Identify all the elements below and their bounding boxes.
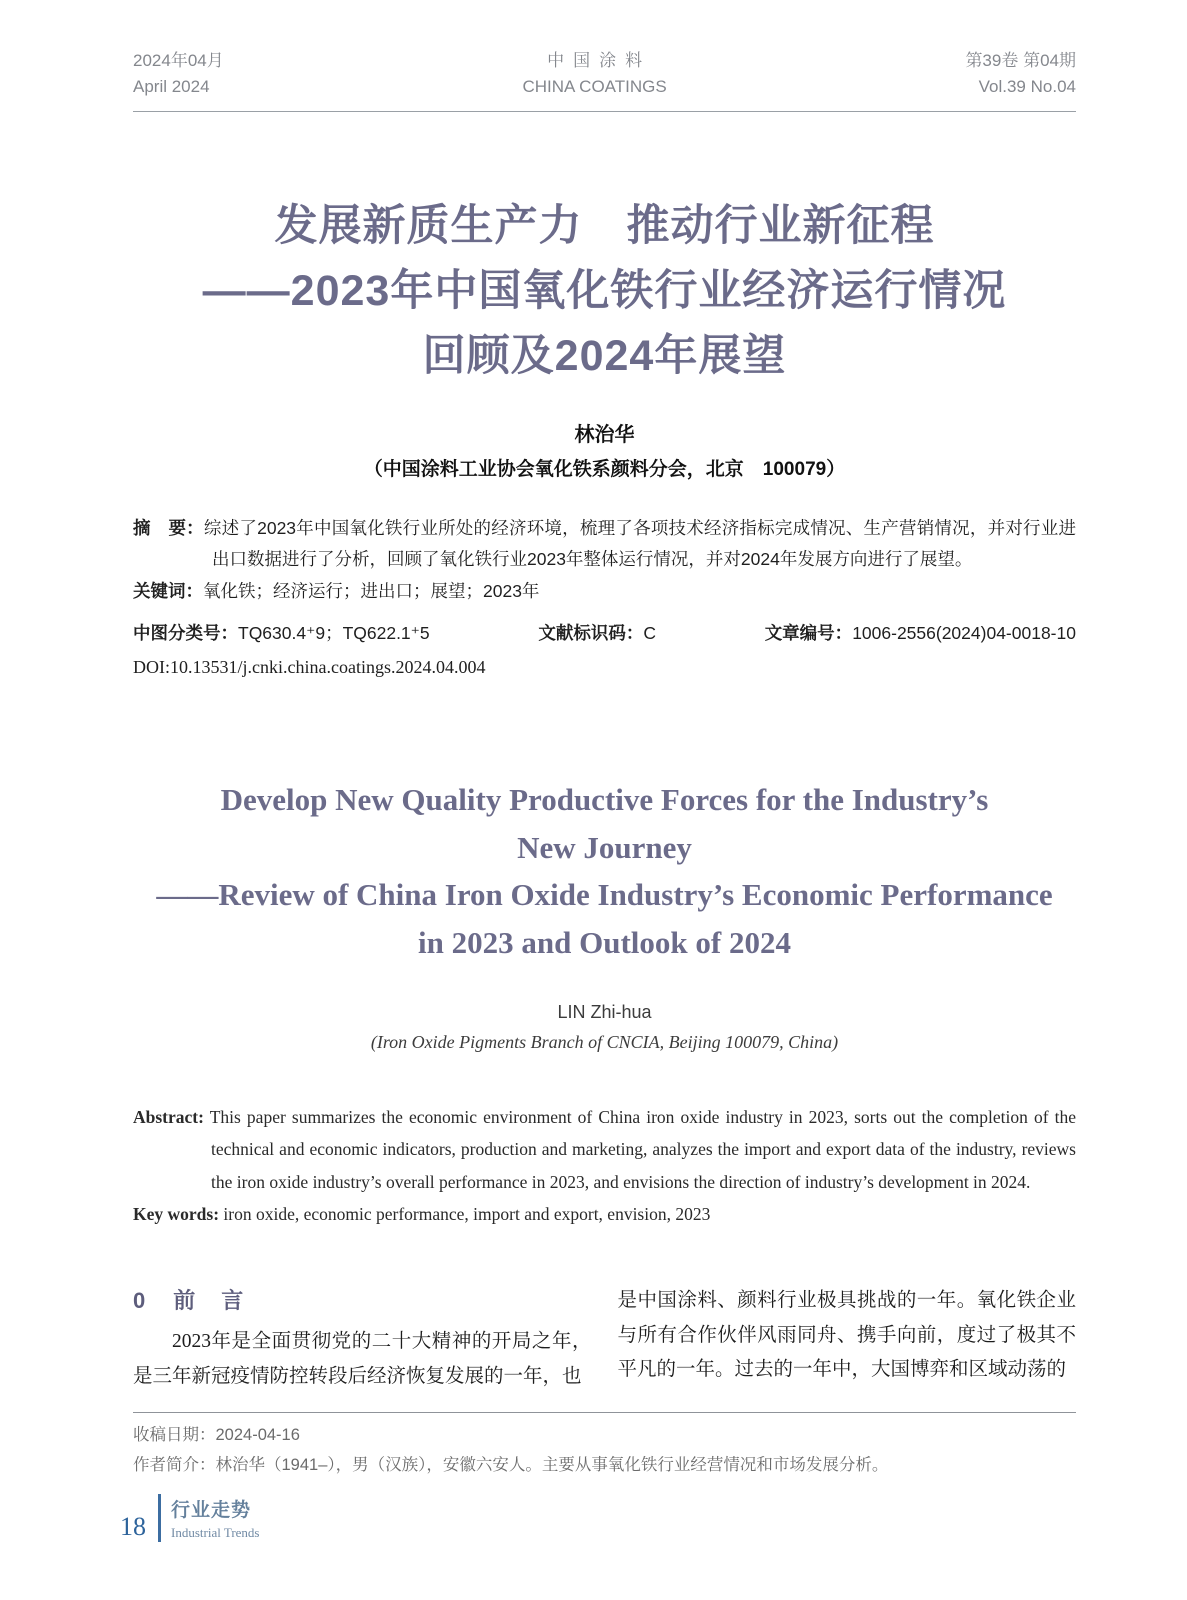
section-number: 0 (133, 1288, 148, 1313)
title-en-line4: in 2023 and Outlook of 2024 (418, 924, 791, 960)
keywords-text-en: iron oxide, economic performance, import and export, envision, 2023 (223, 1204, 711, 1225)
section-heading (133, 1284, 592, 1315)
header-issue (965, 48, 1076, 101)
author-name-cn: 林治华 (574, 423, 635, 446)
intro-column-left (133, 1284, 592, 1394)
keywords-cn (133, 576, 1076, 608)
title-cn-line2: ——2023年中国氧化铁行业经济运行情况 (202, 267, 1007, 316)
meta-row (133, 620, 1076, 645)
journal-name-en: CHINA COATINGS (522, 77, 667, 97)
received-date-value: 2024-04-16 (215, 1426, 300, 1444)
article-id-value: 1006-2556(2024)04-0018-10 (852, 623, 1076, 644)
abstract-label-cn: 摘 要： (133, 517, 204, 538)
title-en-line3: ——Review of China Iron Oxide Industry’s Economic Performance (156, 877, 1053, 913)
header-date-en: April 2024 (133, 77, 210, 97)
header-issue-cn: 第39卷 第04期 (965, 51, 1076, 70)
intro-columns (133, 1284, 1076, 1394)
abstract-block-cn (133, 513, 1076, 608)
footer-column-name (171, 1494, 259, 1542)
clc-number (133, 620, 430, 645)
header-date (133, 48, 224, 101)
footer-divider-bar (158, 1494, 161, 1542)
header-issue-en: Vol.39 No.04 (978, 77, 1076, 97)
author-affiliation-en: (Iron Oxide Pigments Branch of CNCIA, Beijing 100079, China) (370, 1031, 839, 1052)
author-affiliation-cn: （中国涂料工业协会氧化铁系颜料分会，北京 100079） (363, 458, 846, 480)
received-date-label: 收稿日期： (133, 1426, 216, 1444)
document-code (538, 620, 656, 645)
document-code-value: C (643, 623, 656, 644)
document-code-label: 文献标识码： (538, 623, 644, 644)
keywords-en (133, 1198, 1076, 1230)
abstract-label-en: Abstract: (133, 1106, 204, 1127)
abstract-cn (133, 513, 1076, 576)
abstract-en (133, 1101, 1076, 1198)
author-name-en: LIN Zhi-hua (557, 1001, 652, 1022)
footer-column-cn: 行业走势 (171, 1500, 252, 1521)
abstract-block-en (133, 1101, 1076, 1231)
page-footer (120, 1494, 259, 1542)
article-id-label: 文章编号： (764, 623, 853, 644)
article-id (765, 620, 1076, 645)
journal-name-cn: 中国涂料 (547, 51, 652, 70)
article-title-en (133, 776, 1076, 966)
header-journal-name (522, 48, 666, 101)
page-number: 18 (120, 1512, 146, 1542)
doi: DOI:10.13531/j.cnki.china.coatings.2024.04.004 (133, 657, 486, 678)
article-title-cn (133, 194, 1076, 390)
clc-label: 中图分类号： (133, 623, 238, 644)
intro-column-right (618, 1284, 1077, 1394)
intro-paragraph-left: 2023年是全面贯彻党的二十大精神的开局之年，是三年新冠疫情防控转段后经济恢复发展的一年，也 (133, 1331, 592, 1387)
title-cn-line3: 回顾及2024年展望 (422, 332, 787, 381)
title-en-line1: Develop New Quality Productive Forces for the Industry’s (220, 782, 989, 818)
footer-column-en: Industrial Trends (171, 1525, 260, 1540)
author-bio-label: 作者简介： (133, 1455, 216, 1474)
intro-paragraph-right: 是中国涂料、颜料行业极具挑战的一年。氧化铁企业与所有合作伙伴风雨同舟、携手向前，度过了极其不平凡的一年。过去的一年中，大国博弈和区域动荡的 (617, 1290, 1076, 1381)
clc-value: TQ630.4⁺9；TQ622.1⁺5 (238, 623, 430, 644)
title-en-line2: New Journey (517, 829, 692, 865)
header-date-cn: 2024年04月 (133, 51, 224, 70)
title-cn-line1: 发展新质生产力 推动行业新征程 (274, 201, 935, 250)
author-bio (133, 1451, 1076, 1481)
received-date (133, 1421, 1076, 1451)
abstract-text-cn: 综述了2023年中国氧化铁行业所处的经济环境，梳理了各项技术经济指标完成情况、生产营销情况，并对行业进出口数据进行了分析，回顾了氧化铁行业2023年整体运行情况，并对2024年发展方向进行了展望。 (203, 517, 1077, 570)
journal-header (133, 48, 1076, 112)
keywords-label-cn: 关键词： (133, 580, 203, 601)
section-title: 前 言 (173, 1288, 246, 1313)
abstract-text-en: This paper summarizes the economic environment of China iron oxide industry in 2023, sorts out the completion of the technical and economic indicators, production and marketing, analyzes the import and export data of the industry, reviews the iron oxide industry’s overall performance in 2023, and envisions the direction of industry’s development in 2024. (209, 1106, 1076, 1192)
keywords-text-cn: 氧化铁；经济运行；进出口；展望；2023年 (203, 580, 540, 601)
footnote-block (133, 1412, 1076, 1480)
keywords-label-en: Key words: (133, 1204, 220, 1225)
author-bio-value: 林治华（1941–），男（汉族），安徽六安人。主要从事氧化铁行业经营情况和市场发展分析。 (215, 1455, 889, 1474)
